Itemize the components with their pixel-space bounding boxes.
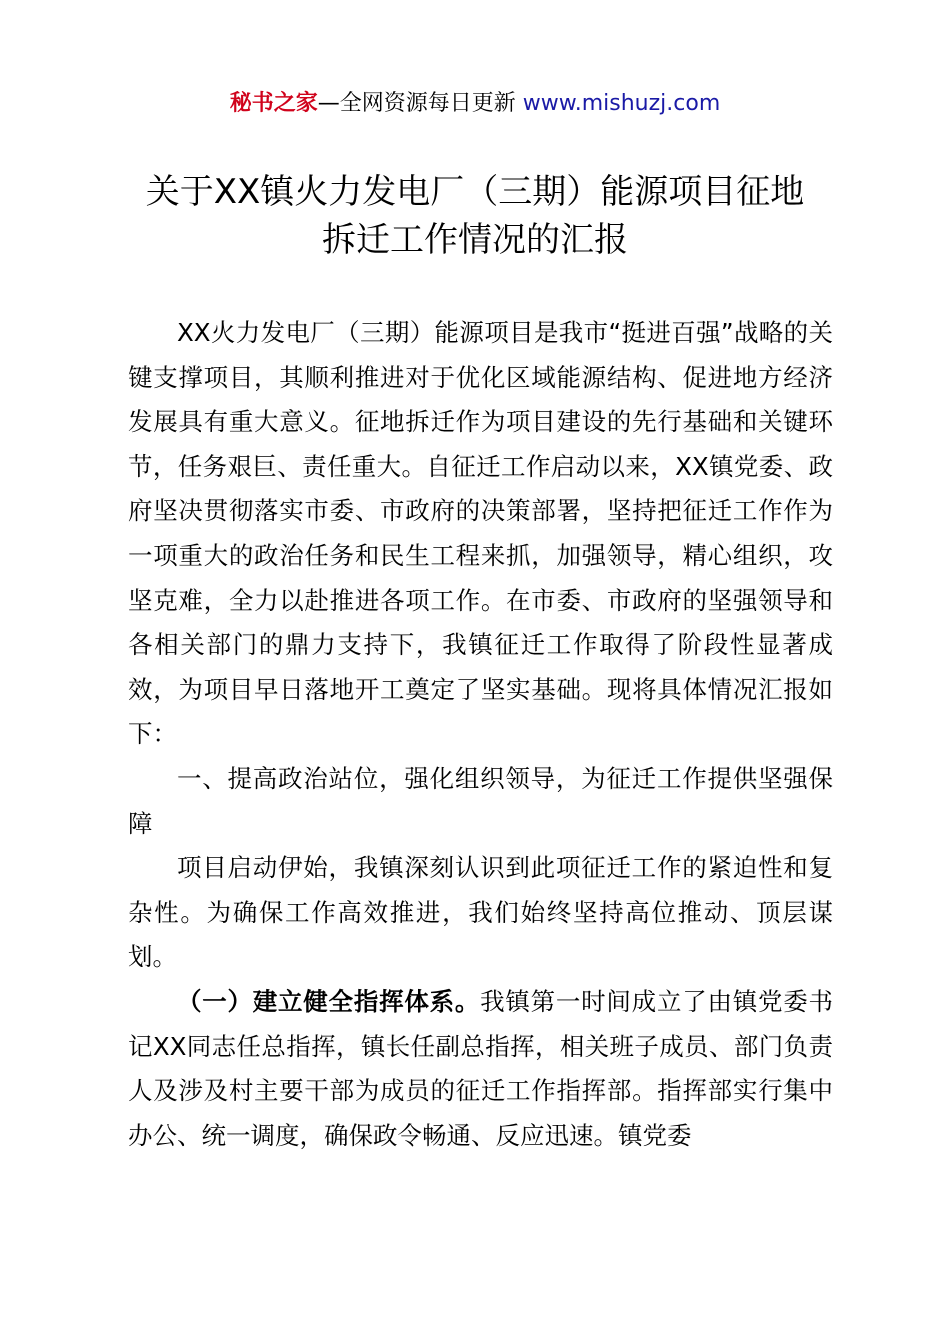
section-1-heading: 一、提高政治站位，强化组织领导，为征迁工作提供坚强保障	[128, 763, 833, 838]
subsection-1-text: 我镇第一时间成立了由镇党委书记XX同志任总指挥，镇长任副总指挥，相关班子成员、部门负责人及涉及村主要干部为成员的征迁工作指挥部。指挥部实行集中办公、统一调度，确保政令畅通、反应迅速。镇党委	[128, 986, 834, 1150]
site-header	[0, 88, 950, 120]
subsection-1-paragraph	[128, 980, 833, 1158]
brand-name: 秘书之家	[229, 91, 318, 116]
header-tagline: —全网资源每日更新	[317, 91, 523, 116]
document-body	[128, 311, 833, 1158]
title-line-2: 拆迁工作情况的汇报	[322, 220, 628, 260]
section-1-paragraph: 项目启动伊始，我镇深刻认识到此项征迁工作的紧迫性和复杂性。为确保工作高效推进，我们始终坚持高位推动、顶层谋划。	[128, 853, 833, 972]
title-line-1: 关于XX镇火力发电厂（三期）能源项目征地	[145, 172, 805, 212]
intro-paragraph: XX火力发电厂（三期）能源项目是我市“挺进百强”战略的关键支撑项目，其顺利推进对于优化区域能源结构、促进地方经济发展具有重大意义。征地拆迁作为项目建设的先行基础和关键环节，任务艰巨、责任重大。自征迁工作启动以来，XX镇党委、政府坚决贯彻落实市委、市政府的决策部署，坚持把征迁工作作为一项重大的政治任务和民生工程来抓，加强领导，精心组织，攻坚克难，全力以赴推进各项工作。在市委、市政府的坚强领导和各相关部门的鼎力支持下，我镇征迁工作取得了阶段性显著成效，为项目早日落地开工奠定了坚实基础。现将具体情况汇报如下：	[128, 318, 833, 749]
website-link[interactable]: www.mishuzj.com	[522, 91, 721, 116]
document-title	[80, 168, 870, 264]
subsection-1-heading: （一）建立健全指挥体系。	[177, 986, 481, 1016]
